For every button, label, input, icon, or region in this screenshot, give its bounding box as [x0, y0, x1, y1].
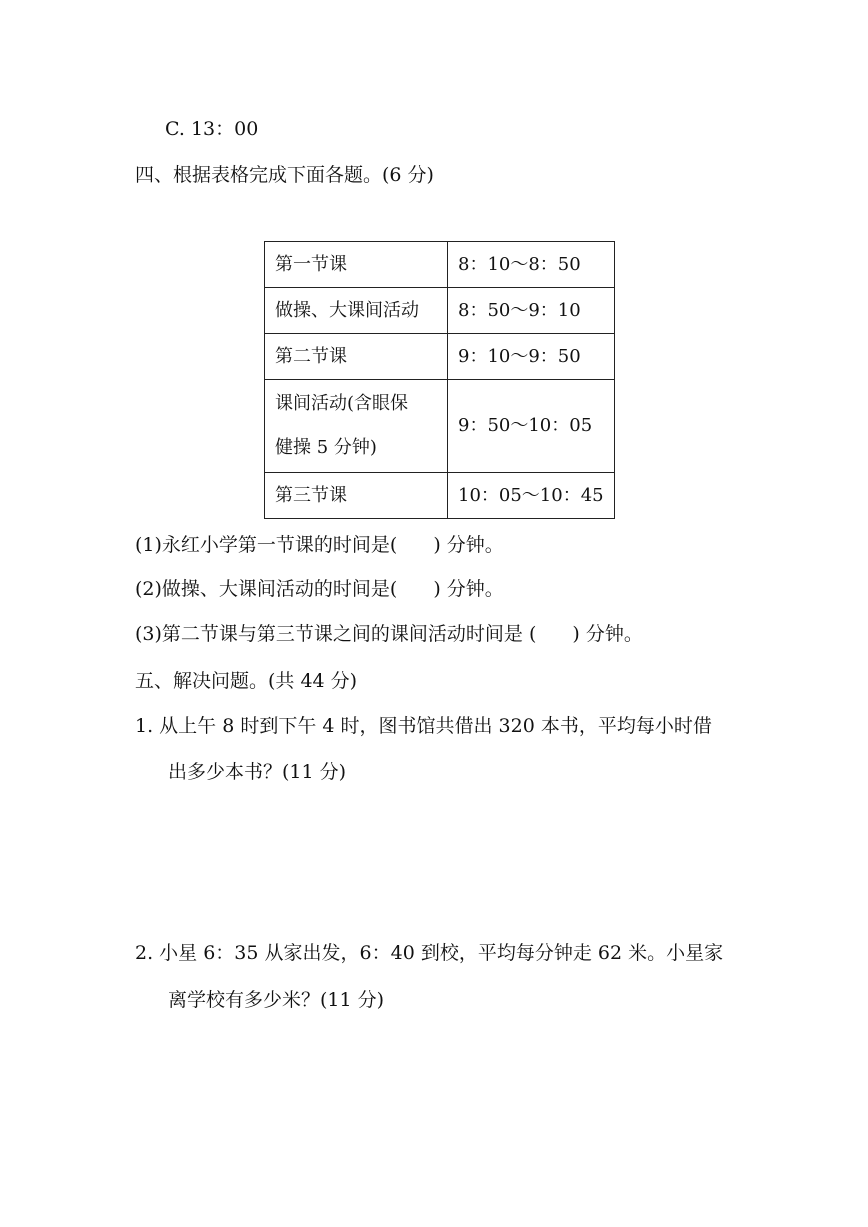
question-3 [135, 622, 643, 646]
table-cell-activity-line1: 课间活动(含眼保 [275, 393, 409, 414]
question-1-unit: ) 分钟。 [433, 534, 504, 556]
table-row [265, 334, 615, 380]
question-2-text: (2)做操、大课间活动的时间是( [135, 578, 398, 600]
table-cell-time: 8：50～9：10 [448, 288, 615, 334]
problem-1-line1: 1. 从上午 8 时到下午 4 时，图书馆共借出 320 本书，平均每小时借 [135, 715, 712, 737]
question-1 [135, 533, 504, 557]
question-3-unit: ) 分钟。 [572, 623, 643, 645]
table-cell-activity: 做操、大课间活动 [265, 288, 448, 334]
question-1-text: (1)永红小学第一节课的时间是( [135, 534, 398, 556]
table-row [265, 288, 615, 334]
question-2 [135, 577, 504, 601]
problem-2-line2: 离学校有多少米？(11 分) [168, 989, 385, 1011]
table-cell-time: 9：50～10：05 [448, 380, 615, 473]
table-cell-time: 9：10～9：50 [448, 334, 615, 380]
table-cell-activity: 第三节课 [265, 473, 448, 519]
question-3-text: (3)第二节课与第三节课之间的课间活动时间是 ( [135, 623, 537, 645]
table-row [265, 473, 615, 519]
schedule-table [264, 241, 615, 519]
table-cell-activity [265, 380, 448, 473]
section-5-heading: 五、解决问题。(共 44 分) [135, 670, 358, 692]
option-c: C. 13：00 [165, 118, 259, 140]
section-4-heading: 四、根据表格完成下面各题。(6 分) [135, 164, 434, 186]
question-2-unit: ) 分钟。 [433, 578, 504, 600]
problem-1-line2: 出多少本书？(11 分) [168, 761, 347, 783]
table-cell-time: 10：05～10：45 [448, 473, 615, 519]
table-cell-activity-line2: 健操 5 分钟) [275, 437, 377, 458]
problem-2-line1: 2. 小星 6：35 从家出发，6：40 到校，平均每分钟走 62 米。小星家 [135, 942, 724, 964]
table-row [265, 380, 615, 473]
table-cell-activity: 第一节课 [265, 242, 448, 288]
table-cell-time: 8：10～8：50 [448, 242, 615, 288]
table-row [265, 242, 615, 288]
table-cell-activity: 第二节课 [265, 334, 448, 380]
